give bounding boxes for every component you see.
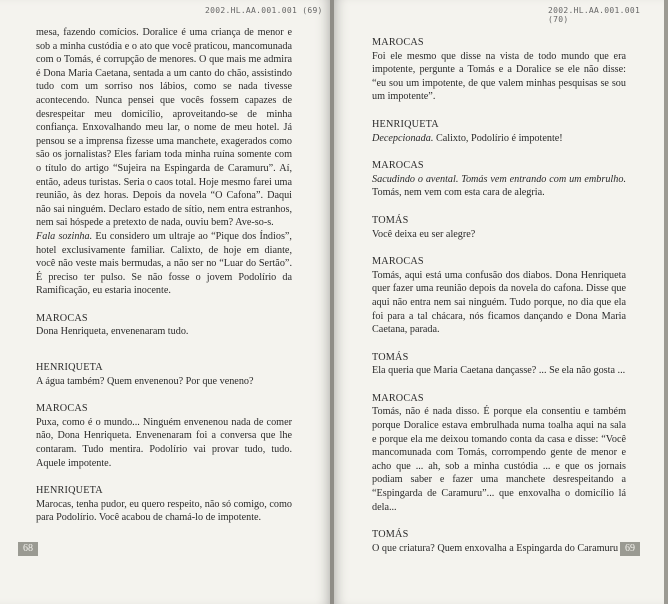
archive-number: 2002.HL.AA.001.001 (70) <box>548 6 641 24</box>
speaker-name: HENRIQUETA <box>36 362 103 374</box>
page-text <box>36 26 292 525</box>
page-number: 68 <box>18 542 38 556</box>
speaker-name: TOMÁS <box>372 351 409 363</box>
dialogue-line: Você deixa eu ser alegre? <box>372 228 476 240</box>
speaker-name: TOMÁS <box>372 214 409 226</box>
speaker-name: MAROCAS <box>372 160 424 172</box>
paragraph <box>36 230 292 298</box>
dialogue-line: A água também? Quem envenenou? Por que veneno? <box>36 375 254 387</box>
dialogue-line: O que criatura? Quem enxovalha a Espingarda do Caramuru <box>372 542 619 554</box>
speaker-name: MAROCAS <box>36 312 88 324</box>
dialogue-line: Marocas, tenha pudor, eu quero respeito, não só comigo, como para Podolírio. Você acabou de chamá-lo de impotente. <box>36 498 292 524</box>
page-number: 69 <box>620 542 640 556</box>
paragraph-text: Eu considero um ultraje ao “Pique dos Índios”, hotel exclusivamente familiar. Calixto, de hoje em diante, você não veste mais bermudas, a não ser no “Luar do Sertão”. É preciso ter pulso. Se não fosse o jovem Podolírio da Ramificação, eu estaria inocente. <box>36 230 292 297</box>
stage-direction: Fala sozinha. <box>36 230 93 242</box>
speaker-name: MAROCAS <box>372 392 424 404</box>
archive-number: 2002.HL.AA.001.001 (69) <box>205 6 323 15</box>
speaker-name: HENRIQUETA <box>372 118 439 130</box>
dialogue-line: Dona Henriqueta, envenenaram tudo. <box>36 326 189 338</box>
dialogue-line: Puxa, como é o mundo... Ninguém envenenou nada de comer não, Dona Henriqueta. Envenenaram foi a conversa que lhe contaram. Tudo mentira. Podolírio vai provar tudo, tudo. Aquele impotente. <box>36 416 292 469</box>
speaker-name: MAROCAS <box>372 256 424 268</box>
page-text <box>372 36 626 555</box>
dialogue-line <box>372 132 626 146</box>
dialogue-line <box>372 173 626 200</box>
stage-direction: Sacudindo o avental. Tomás vem entrando com um embrulho. <box>372 173 626 185</box>
dialogue-line: Tomás, aqui está uma confusão dos diabos. Dona Henriqueta quer fazer uma reunião depois da novela do cafona. Disse que aqui não entra nem sai ninguém. Tudo porque, no dia que ela foi para a tal chácara, nós ficamos dançando e Dona Maria Caetana, parada. <box>372 269 626 336</box>
stage-direction: Decepcionada. <box>372 132 434 144</box>
speaker-name: MAROCAS <box>372 37 424 48</box>
dialogue-text: Tomás, nem vem com esta cara de alegria. <box>372 187 545 199</box>
dialogue-line: Foi ele mesmo que disse na vista de todo mundo que era impotente, pergunte a Tomás e a Doralice se ele não disse: “eu sou um impotente, de que valem minhas pesquisas se sou um impotente”. <box>372 50 626 103</box>
speaker-name: MAROCAS <box>36 403 88 415</box>
dialogue-line: Tomás, não é nada disso. É porque ela consentiu e também porque Doralice estava embrulhada numa toalha aqui na sala e porque ela me deixou tomando conta da casa e disse: “Você mancomunada com Tomás, corrompendo gente de menor e acho que ... ah, sob a minha custódia ... e que os jornais podiam saber e fazer uma manchete desrespeitando a “Espingarda de Caramuru”... que enxovalha o domicílio lá dela... <box>372 406 626 513</box>
left-page <box>0 0 330 604</box>
speaker-name: HENRIQUETA <box>36 485 103 497</box>
page-edge <box>664 0 668 604</box>
dialogue-line: Ela queria que Maria Caetana dançasse? ... Se ela não gosta ... <box>372 365 626 377</box>
dialogue-text: Calixto, Podolírio é impotente! <box>433 132 563 144</box>
paragraph: mesa, fazendo comícios. Doralice é uma criança de menor e sob a minha custódia e o ato que você praticou, mancomunada com o Tomás, é corrupção de menores. O que mais me admira é Dona Maria Caetana, sentada a um canto do chão, assistindo tudo com um sorriso nos lábios, como se nada tivesse acontecendo. Nunca pensei que vocês fossem capazes de desrespeitar meu domicílio, aproveitando-se de minha confiança. Enxovalhando meu lar, o nome de meu hotel. Já pensou se a imprensa fizesse uma manchete, exagerados como são os jornalistas? Eles fariam toda minha ruína somente com o título do artigo “Sujeira na Espingarda de Caramuru”. Aí, então, adeus turistas. Seria o caos total. Hoje mesmo farei uma reunião, às dez horas. Depois da novela “O Cafona”. Daqui não sai ninguém. Declaro estado de sítio, nem entra estranhos, nem sai hóspede a pretexto de nada, ouviu bem? Ave-so-s. <box>36 27 292 229</box>
right-page <box>334 0 664 604</box>
speaker-name: TOMÁS <box>372 529 409 541</box>
